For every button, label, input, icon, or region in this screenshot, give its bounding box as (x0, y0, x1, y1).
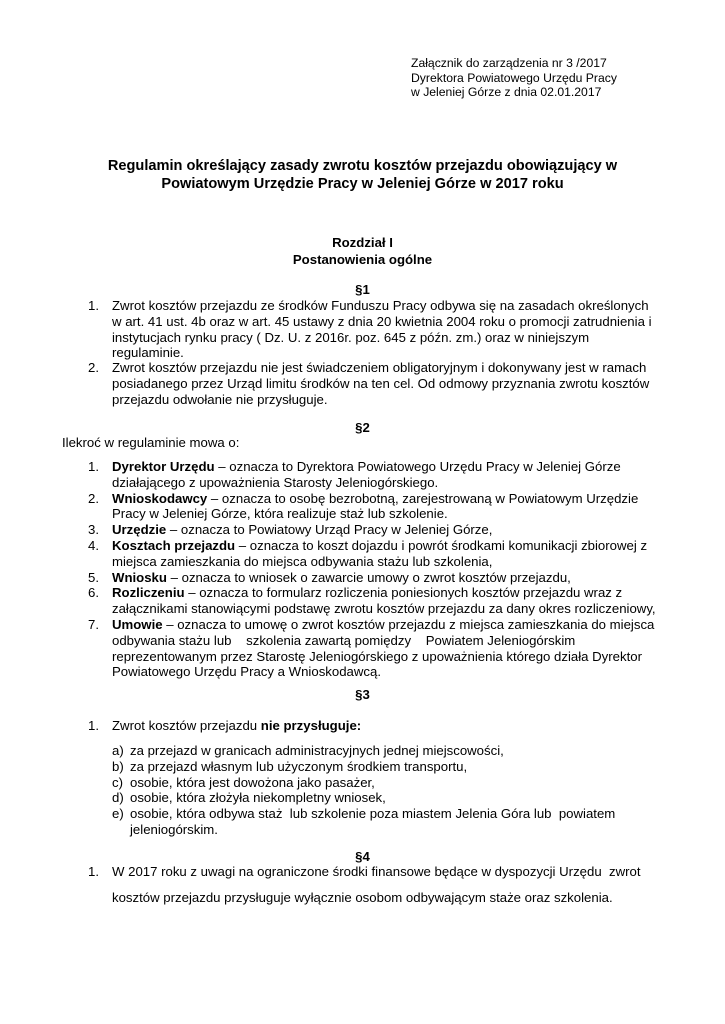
s2-definitions-list (88, 459, 660, 680)
s1-item-2 (88, 360, 660, 407)
annex-line: Dyrektora Powiatowego Urzędu Pracy (411, 70, 617, 85)
item-number: 2. (88, 490, 99, 506)
item-number: 1. (88, 864, 99, 879)
defined-term: Umowie (112, 616, 163, 632)
section-1-sign: §1 (355, 282, 370, 297)
item-number: 7. (88, 616, 99, 632)
annex-header (411, 56, 617, 100)
s2-item-6 (88, 585, 660, 617)
item-number: 1. (88, 298, 99, 313)
sub-letter: d) (112, 790, 124, 806)
chapter-number: Rozdział I (332, 235, 393, 250)
defined-term: Kosztach przejazdu (112, 537, 236, 553)
s2-item-4 (88, 538, 660, 570)
sub-text: osobie, która odbywa staż lub szkolenie poza miastem Jelenia Góra lub powiatem (130, 806, 616, 822)
definition-text: – oznacza to Dyrektora Powiatowego Urzędu Pracy w Jeleniej Górze (214, 459, 621, 474)
s3-sub-e (112, 806, 660, 838)
s2-intro: Ilekroć w regulaminie mowa o: (62, 435, 240, 450)
chapter-title: Postanowienia ogólne (292, 252, 433, 267)
s2-item-2 (88, 491, 660, 523)
definition-text: – oznacza to wniosek o zawarcie umowy o zwrot kosztów przejazdu, (166, 569, 571, 585)
definition-text: Pracy w Jeleniej Górze, która realizuje staż lub szkolenie. (112, 506, 448, 522)
sub-letter: a) (112, 743, 124, 758)
title-line: Regulamin określający zasady zwrotu kosztów przejazdu obowiązujący w (107, 158, 618, 174)
item-text-bold: nie przysługuje: (260, 718, 362, 733)
s3-sub-d (112, 790, 660, 806)
item-text-line: przejazdu odwołanie nie przysługuje. (112, 391, 328, 407)
item-number: 1. (88, 718, 99, 733)
chapter-heading (60, 234, 665, 268)
s3-item-1 (88, 718, 660, 734)
document-title (60, 158, 665, 193)
definition-text: – oznacza to osobę bezrobotną, zarejestrowaną w Powiatowym Urzędzie (207, 490, 639, 506)
item-text: Zwrot kosztów przejazdu (112, 718, 261, 733)
definition-text: reprezentowanym przez Starostę Jeleniogórskiego z upoważnienia którego działa Dyrektor (112, 648, 642, 664)
definition-text: – oznacza to umowę o zwrot kosztów przejazdu z miejsca zamieszkania do miejsca (162, 616, 655, 632)
s2-item-7 (88, 617, 660, 680)
item-number: 6. (88, 585, 99, 601)
section-2-sign: §2 (355, 420, 370, 435)
item-number: 1. (88, 459, 99, 474)
sub-text: jeleniogórskim. (130, 821, 218, 837)
sub-text: osobie, która jest dowożona jako pasażer, (130, 774, 375, 790)
item-text-line: Zwrot kosztów przejazdu ze środków Funduszu Pracy odbywa się na zasadach określonych (112, 298, 649, 313)
sub-text: za przejazd w granicach administracyjnych jednej miejscowości, (130, 743, 504, 758)
defined-term: Urzędzie (112, 522, 167, 538)
annex-line: Załącznik do zarządzenia nr 3 /2017 (411, 56, 607, 70)
item-text-line: instytucjach rynku pracy ( Dz. U. z 2016r. poz. 645 z późn. zm.) oraz w niniejszym regulaminie. (112, 329, 590, 361)
section-3-sign: §3 (355, 687, 370, 702)
s1-item-1 (88, 298, 660, 361)
item-text-line: Zwrot kosztów przejazdu nie jest świadczeniem obligatoryjnym i dokonywany jest w ramach (112, 360, 647, 375)
section-4-sign: §4 (355, 849, 370, 864)
s3-sub-a (112, 743, 660, 759)
s2-item-5 (88, 570, 660, 586)
definition-text: – oznacza to formularz rozliczenia poniesionych kosztów przejazdu wraz z (184, 585, 623, 601)
annex-line: w Jeleniej Górze z dnia 02.01.2017 (411, 85, 602, 99)
item-text-line: w art. 41 ust. 4b oraz w art. 45 ustawy z dnia 20 kwietnia 2004 roku o promocji zatrudnienia i (112, 313, 652, 329)
s3-sub-c (112, 775, 660, 791)
defined-term: Rozliczeniu (112, 585, 185, 601)
sub-letter: b) (112, 758, 124, 774)
defined-term: Wnioskodawcy (112, 490, 208, 506)
s2-item-1 (88, 459, 660, 491)
definition-text: załącznikami stanowiącymi podstawę zwrotu kosztów przejazdu za dany okres rozliczeniowy, (112, 601, 656, 617)
s3-sub-list (112, 743, 660, 838)
defined-term: Wniosku (112, 569, 167, 585)
definition-text: – oznacza to Powiatowy Urząd Pracy w Jeleniej Górze, (166, 522, 493, 538)
definition-text: miejsca zamieszkania do miejsca odbywania stażu lub szkolenia, (112, 553, 493, 569)
item-number: 2. (88, 360, 99, 375)
definition-text: – oznacza to koszt dojazdu i powrót środkami komunikacji zbiorowej z (235, 537, 648, 553)
sub-letter: e) (112, 806, 124, 822)
item-number: 4. (88, 537, 99, 553)
s4-item-1 (88, 864, 660, 906)
s3-sub-b (112, 759, 660, 775)
item-text-line: kosztów przejazdu przysługuje wyłącznie osobom odbywającym staże oraz szkolenia. (112, 889, 613, 905)
definition-text: odbywania stażu lub szkolenia zawartą pomiędzy Powiatem Jeleniogórskim (112, 632, 576, 648)
s2-item-3 (88, 522, 660, 538)
item-number: 3. (88, 522, 99, 538)
sub-letter: c) (112, 774, 123, 790)
item-number: 5. (88, 569, 99, 585)
sub-text: za przejazd własnym lub użyczonym środkiem transportu, (130, 758, 468, 774)
definition-text: działającego z upoważnienia Starosty Jeleniogórskiego. (112, 474, 439, 490)
definition-text: Powiatowego Urzędu Pracy a Wnioskodawcą. (112, 664, 382, 680)
sub-text: osobie, która złożyła niekompletny wniosek, (130, 790, 386, 806)
defined-term: Dyrektor Urzędu (112, 459, 215, 474)
item-text-line: W 2017 roku z uwagi na ograniczone środki finansowe będące w dyspozycji Urzędu zwrot (112, 864, 641, 879)
title-line: Powiatowym Urzędzie Pracy w Jeleniej Górze w 2017 roku (161, 175, 564, 192)
item-text-line: posiadanego przez Urząd limitu środków na ten cel. Od odmowy przyznania zwrotu kosztów (112, 375, 650, 391)
